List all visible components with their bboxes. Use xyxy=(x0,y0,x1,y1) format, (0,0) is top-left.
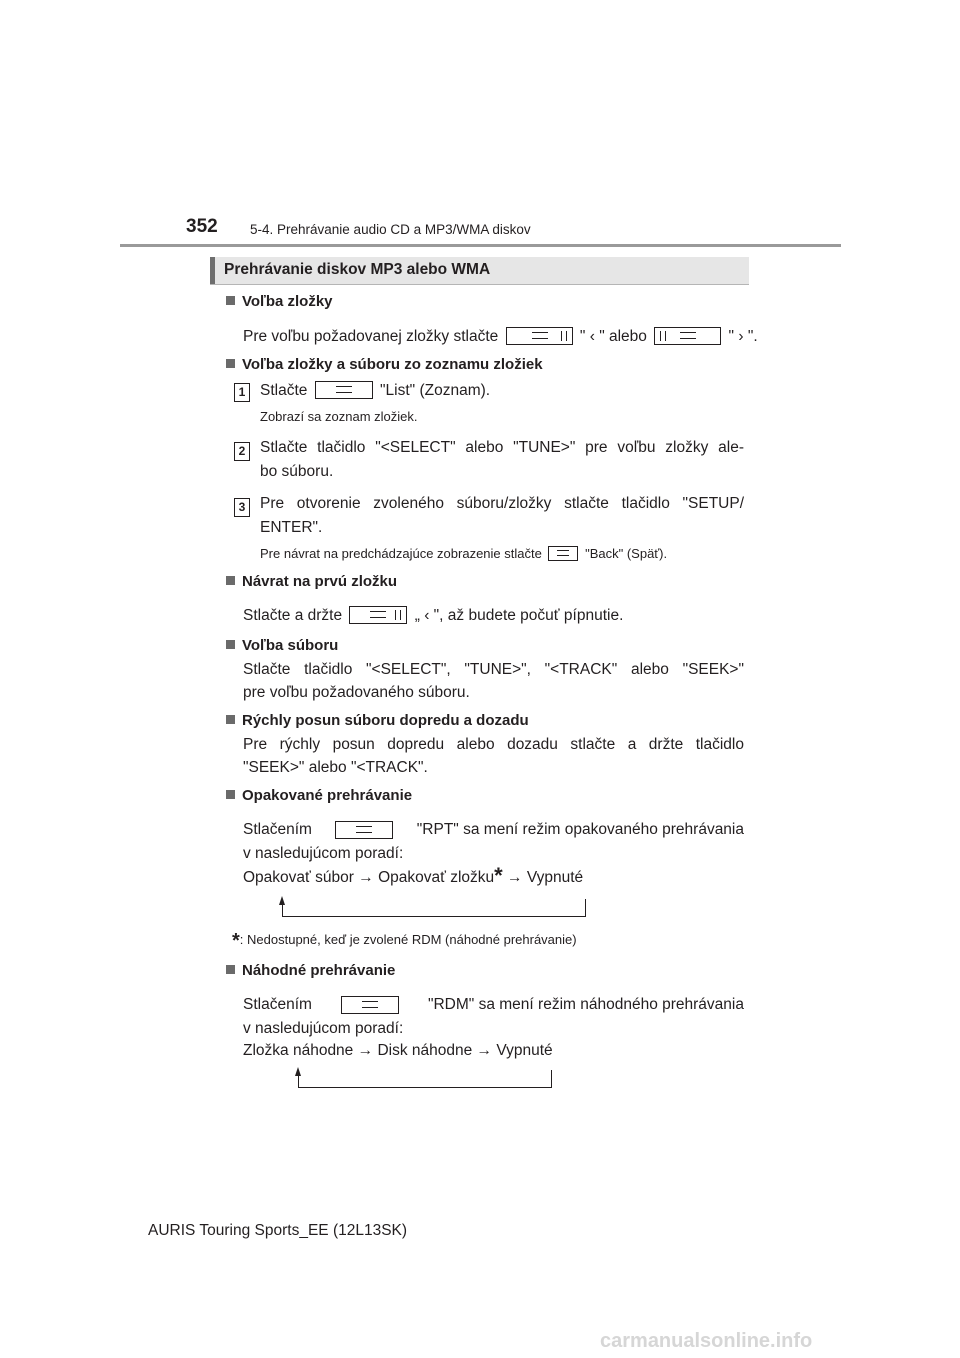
file-line-1: Stlačte tlačidlo "<SELECT", "TUNE>", "<TRACK" alebo "SEEK>" xyxy=(243,661,744,678)
heading-text: Opakované prehrávanie xyxy=(242,787,413,804)
text: Stlačte a držte xyxy=(243,607,343,624)
loop-arrow-icon xyxy=(279,896,285,905)
folder-button-icon xyxy=(654,327,721,345)
heading-first xyxy=(226,573,397,590)
back-button-icon xyxy=(548,546,578,561)
page-number: 352 xyxy=(186,216,218,237)
bullet-square-icon xyxy=(226,640,235,649)
heading-repeat xyxy=(226,787,412,804)
bullet-square-icon xyxy=(226,965,235,974)
folder-button-icon xyxy=(349,606,407,624)
text: Stlačením xyxy=(243,821,312,838)
text: Opakovať súbor xyxy=(243,869,354,886)
arrow-right-icon: → xyxy=(476,1042,493,1059)
section-title: Prehrávanie diskov MP3 alebo WMA xyxy=(224,261,491,278)
footnote-asterisk: * xyxy=(494,863,503,888)
bullet-square-icon xyxy=(226,715,235,724)
repeat-loop-line xyxy=(282,899,586,917)
text: "Back" (Späť). xyxy=(585,546,668,561)
arrow-right-icon: → xyxy=(357,1042,374,1059)
random-line-1 xyxy=(243,996,744,1014)
step-1-badge xyxy=(234,383,250,402)
heading-file xyxy=(226,637,338,654)
repeat-line-1 xyxy=(243,821,744,839)
arrow-right-icon: → xyxy=(507,869,523,886)
folder-line xyxy=(243,327,758,346)
heading-list xyxy=(226,356,543,373)
step-number: 3 xyxy=(234,498,250,517)
text: "List" (Zoznam). xyxy=(380,382,491,399)
text: : Nedostupné, keď je zvolené RDM (náhodné prehrávanie) xyxy=(239,932,577,947)
text: * xyxy=(232,930,240,952)
repeat-line-2: v nasledujúcom poradí: xyxy=(243,845,404,862)
heading-text: Rýchly posun súboru dopredu a dozadu xyxy=(242,712,529,729)
chevron-left-icon: ‹ xyxy=(424,607,430,624)
step-3-line-2: ENTER". xyxy=(260,519,323,536)
chevron-left-icon: ‹ xyxy=(589,328,595,345)
text: ". xyxy=(747,328,758,345)
step-2-badge xyxy=(234,442,250,461)
text: Zložka náhodne xyxy=(243,1042,354,1059)
bullet-square-icon xyxy=(226,790,235,799)
bullet-square-icon xyxy=(226,359,235,368)
heading-text: Návrat na prvú zložku xyxy=(242,573,398,590)
section-rule xyxy=(210,284,749,285)
step-3-note xyxy=(260,546,667,561)
step-number: 2 xyxy=(234,442,250,461)
chapter-title: 5-4. Prehrávanie audio CD a MP3/WMA diskov xyxy=(250,222,531,237)
text: ", až budete počuť pípnutie. xyxy=(433,607,624,624)
text: Stlačte xyxy=(260,382,308,399)
chevron-right-icon: › xyxy=(738,328,744,345)
header-rule xyxy=(120,244,841,247)
loop-arrow-icon xyxy=(295,1067,301,1076)
first-line xyxy=(243,606,623,625)
step-1-line xyxy=(260,381,490,400)
text: " xyxy=(728,328,735,345)
step-2-line-1: Stlačte tlačidlo "<SELECT" alebo "TUNE>" pre voľbu zložky ale- xyxy=(260,439,744,456)
repeat-footnote xyxy=(232,930,577,953)
heading-folder xyxy=(226,293,333,310)
heading-text: Voľba súboru xyxy=(242,637,339,654)
list-button-icon xyxy=(315,381,373,399)
file-line-2: pre voľbu požadovaného súboru. xyxy=(243,684,470,701)
step-1-note: Zobrazí sa zoznam zložiek. xyxy=(260,409,418,424)
random-line-2: v nasledujúcom poradí: xyxy=(243,1020,404,1037)
step-3-badge xyxy=(234,498,250,517)
bullet-square-icon xyxy=(226,296,235,305)
footer-model: AURIS Touring Sports_EE (12L13SK) xyxy=(148,1222,408,1239)
arrow-right-icon: → xyxy=(358,869,374,886)
seek-line-1: Pre rýchly posun dopredu alebo dozadu stlačte a držte tlačidlo xyxy=(243,736,744,753)
text: "RDM" sa mení režim náhodného prehrávania xyxy=(427,996,744,1013)
heading-text: Náhodné prehrávanie xyxy=(242,962,396,979)
text: Stlačením xyxy=(243,996,312,1013)
step-3-line-1: Pre otvorenie zvoleného súboru/zložky stlačte tlačidlo "SETUP/ xyxy=(260,495,744,512)
text: " xyxy=(579,328,586,345)
text: Vypnuté xyxy=(526,869,584,886)
random-loop-line xyxy=(298,1070,552,1088)
watermark: carmanualsonline.info xyxy=(600,1330,813,1352)
step-2-line-2: bo súboru. xyxy=(260,463,334,480)
text: "RPT" sa mení režim opakovaného prehrávania xyxy=(416,821,744,838)
bullet-square-icon xyxy=(226,576,235,585)
text: Disk náhodne xyxy=(377,1042,473,1059)
rdm-button-icon xyxy=(341,996,399,1014)
repeat-sequence xyxy=(243,863,584,888)
step-number: 1 xyxy=(234,383,250,402)
folder-button-icon xyxy=(506,327,573,345)
heading-text: Voľba zložky xyxy=(242,293,333,310)
heading-random xyxy=(226,962,395,979)
text: Vypnuté xyxy=(496,1042,553,1059)
seek-line-2: "SEEK>" alebo "<TRACK". xyxy=(243,759,428,776)
text: Opakovať zložku xyxy=(378,869,495,886)
section-header xyxy=(210,257,749,284)
section-accent xyxy=(210,257,215,284)
text: Pre návrat na predchádzajúce zobrazenie stlačte xyxy=(260,546,542,561)
text: Pre voľbu požadovanej zložky stlačte xyxy=(243,328,499,345)
heading-text: Voľba zložky a súboru zo zoznamu zložiek xyxy=(242,356,543,373)
heading-seek xyxy=(226,712,529,729)
random-sequence xyxy=(243,1042,553,1060)
rpt-button-icon xyxy=(335,821,393,839)
text: " alebo xyxy=(599,328,647,345)
text: „ xyxy=(414,607,420,624)
